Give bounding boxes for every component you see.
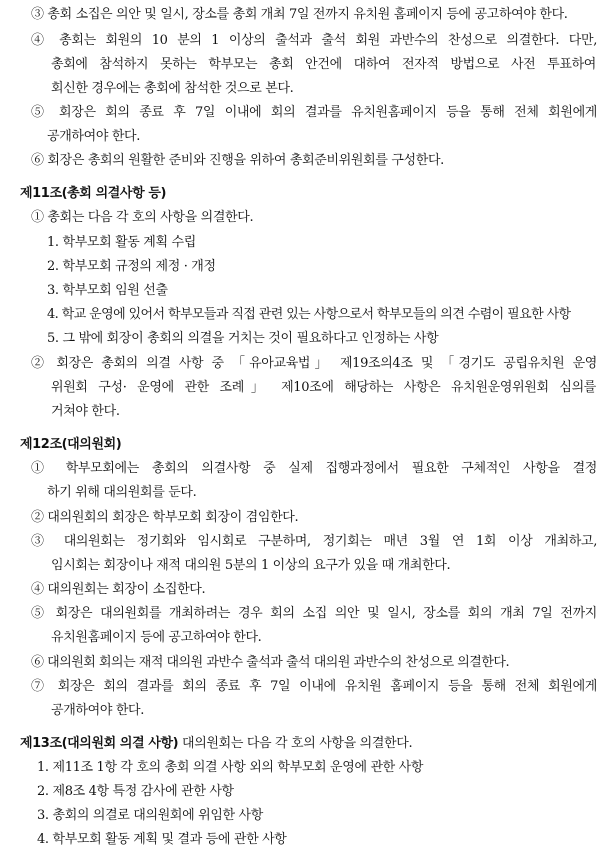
- article-12-clause-3: ③ 대의원회는 정기회와 임시회로 구분하며, 정기회는 매년 3월 연 1회 이상 개최하고,: [31, 534, 597, 549]
- article-12-clause-2: ② 대의원회의 회장은 학부모회 회장이 겸임한다.: [31, 510, 299, 525]
- article-13-heading: 제13조(대의원회 의결 사항): [20, 736, 179, 751]
- article-11-clause-2-cont2: 거쳐야 한다.: [51, 404, 120, 419]
- article-12-clause-6: ⑥ 대의원회 회의는 재적 대의원 과반수 출석과 출석 대의원 과반수의 찬성으로 의결한다.: [31, 655, 510, 670]
- article-11-clause-2: ② 회장은 총회의 의결 사항 중 「유아교육법」 제19조의4조 및 「경기도 공립유치원 운영: [31, 356, 597, 371]
- clause-10-6: ⑥ 회장은 총회의 원활한 준비와 진행을 위하여 총회준비위원회를 구성한다.: [31, 153, 444, 168]
- list-item: 2. 학부모회 규정의 제정 · 개정: [47, 259, 216, 274]
- article-12-clause-7-cont: 공개하여야 한다.: [51, 703, 145, 718]
- clause-10-4-cont: 총회에 참석하지 못하는 학부모는 총회 안건에 대하여 전자적 방법으로 사전 투표하여: [51, 57, 596, 72]
- article-12-clause-5-cont: 유치원홈페이지 등에 공고하여야 한다.: [51, 630, 262, 645]
- article-12-clause-7: ⑦ 회장은 회의 결과를 회의 종료 후 7일 이내에 유치원 홈페이지 등을 통해 전체 회원에게: [31, 679, 597, 694]
- article-13-intro: 대의원회는 다음 각 호의 사항을 의결한다.: [178, 736, 413, 751]
- list-item: 4. 학교 운영에 있어서 학부모들과 직접 관련 있는 사항으로서 학부모들의 의견 수렴이 필요한 사항: [47, 307, 571, 322]
- article-13-paragraph: [20, 735, 412, 753]
- clause-10-3: ③ 총회 소집은 의안 및 일시, 장소를 총회 개최 7일 전까지 유치원 홈페이지 등에 공고하여야 한다.: [31, 7, 568, 22]
- list-item: 2. 제8조 4항 특정 감사에 관한 사항: [37, 784, 234, 799]
- article-11-clause-1: ① 총회는 다음 각 호의 사항을 의결한다.: [31, 210, 254, 225]
- list-item: 3. 학부모회 임원 선출: [47, 283, 168, 298]
- article-12-clause-1-cont: 하기 위해 대의원회를 둔다.: [47, 485, 197, 500]
- article-11-heading: 제11조(총회 의결사항 등): [20, 186, 167, 201]
- clause-10-4: ④ 총회는 회원의 10 분의 1 이상의 출석과 출석 회원 과반수의 찬성으로 의결한다. 다만,: [31, 33, 597, 48]
- clause-10-5-cont: 공개하여야 한다.: [47, 129, 141, 144]
- article-12-clause-4: ④ 대의원회는 회장이 소집한다.: [31, 582, 206, 597]
- clause-10-4-cont2: 회신한 경우에는 총회에 참석한 것으로 본다.: [51, 81, 294, 96]
- list-item: 4. 학부모회 활동 계획 및 결과 등에 관한 사항: [37, 832, 287, 847]
- clause-10-5: ⑤ 회장은 회의 종료 후 7일 이내에 회의 결과를 유치원홈페이지 등을 통해 전체 회원에게: [31, 105, 597, 120]
- list-item: 3. 총회의 의결로 대의원회에 위임한 사항: [37, 808, 263, 823]
- list-item: 1. 제11조 1항 각 호의 총회 의결 사항 외의 학부모회 운영에 관한 사항: [37, 760, 424, 775]
- list-item: 1. 학부모회 활동 계획 수립: [47, 235, 196, 250]
- article-12-heading: 제12조(대의원회): [20, 437, 122, 452]
- article-12-clause-3-cont: 임시회는 회장이나 재적 대의원 5분의 1 이상의 요구가 있을 때 개최한다.: [51, 558, 451, 573]
- article-12-clause-1: ① 학부모회에는 총회의 의결사항 중 실제 집행과정에서 필요한 구체적인 사항을 결정: [31, 461, 597, 476]
- list-item: 5. 그 밖에 회장이 총회의 의결을 거치는 것이 필요하다고 인정하는 사항: [47, 331, 439, 346]
- article-12-clause-5: ⑤ 회장은 대의원회를 개최하려는 경우 회의 소집 의안 및 일시, 장소를 회의 개최 7일 전까지: [31, 606, 597, 621]
- article-11-clause-2-cont: 위원회 구성· 운영에 관한 조례」 제10조에 해당하는 사항은 유치원운영위원회 심의를: [51, 380, 596, 395]
